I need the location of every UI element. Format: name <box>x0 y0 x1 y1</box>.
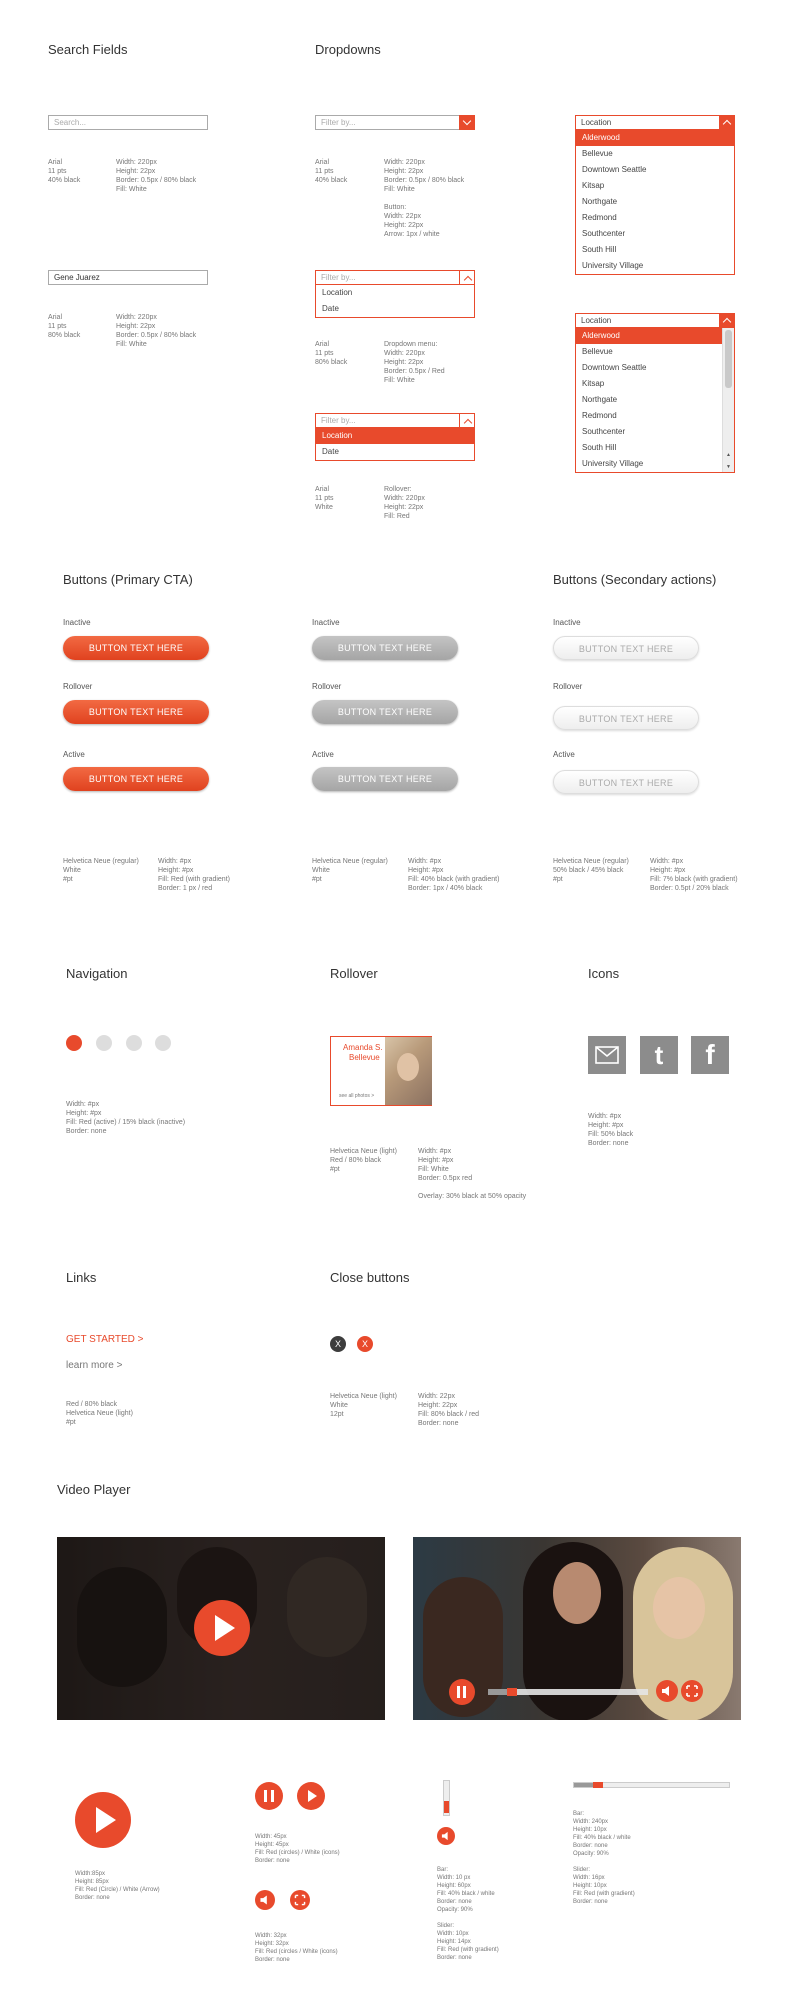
chevron-up-icon[interactable] <box>719 115 735 130</box>
location-dropdown[interactable] <box>575 115 735 275</box>
progress-fill <box>488 1689 507 1695</box>
progress-slider[interactable] <box>593 1782 603 1788</box>
close-button-dark[interactable]: X <box>330 1336 346 1352</box>
play-spec: Width:85px Height: 85px Fill: Red (Circle) / White (Arrow) Border: none <box>75 1871 160 1901</box>
dropdown-option-location[interactable]: Location <box>316 428 474 444</box>
state-label-rollover: Rollover <box>553 682 583 691</box>
close-spec-dims: Width: 22px Height: 22px Fill: 80% black / red Border: none <box>418 1393 480 1427</box>
location-list <box>575 328 735 473</box>
small-controls-spec: Width: 32px Height: 32px Fill: Red (circles / White (icons) Border: none <box>255 1933 338 1963</box>
secondary-spec-dims: Width: #px Height: #px Fill: 7% black (with gradient) Border: 0.5pt / 20% black <box>650 858 738 892</box>
dropdown-spec-font: Arial 11 pts 40% black <box>315 159 348 184</box>
nav-dot[interactable] <box>96 1035 112 1051</box>
get-started-link[interactable]: GET STARTED > <box>66 1334 144 1345</box>
location-header-label: Location <box>581 316 612 325</box>
rollover-name: Amanda S. <box>343 1043 383 1052</box>
secondary-buttons-heading: Buttons (Secondary actions) <box>553 572 717 587</box>
dropdown-menu-spec-font: Arial 11 pts 80% black <box>315 341 348 366</box>
volume-bar-vertical[interactable] <box>443 1780 450 1816</box>
dropdown-spec-dims: Width: 220px Height: 22px Border: 0.5px / 80% black Fill: White Button: Width: 22px Height: 22px Arrow: 1px / white <box>384 159 465 238</box>
play-icon <box>308 1790 317 1802</box>
location-header-label: Location <box>581 118 612 127</box>
horizontal-bar-spec: Bar: Width: 240px Height: 10px Fill: 40% black / white Border: none Opacity: 90% Slider: Width: 16px Height: 10px Fill: Red (with gradient) Border: none <box>573 1811 635 1905</box>
location-option[interactable]: Redmond <box>582 213 617 222</box>
pause-icon <box>463 1686 466 1698</box>
dropdown-rollover[interactable] <box>315 413 475 461</box>
play-button-spec[interactable] <box>297 1782 325 1810</box>
state-label-rollover: Rollover <box>312 682 342 691</box>
pause-button[interactable] <box>449 1679 475 1705</box>
location-option[interactable]: University Village <box>582 459 644 468</box>
chevron-up-icon[interactable] <box>459 270 475 285</box>
video-frame-paused[interactable] <box>57 1537 385 1720</box>
location-option[interactable]: Bellevue <box>582 149 613 158</box>
rollover-spec-font: Helvetica Neue (light) Red / 80% black #pt <box>330 1148 397 1173</box>
dropdown-menu-spec-dims: Dropdown menu: Width: 220px Height: 22px Border: 0.5px / Red Fill: White <box>384 341 445 384</box>
location-header[interactable] <box>575 313 735 328</box>
primary-button-inactive[interactable]: BUTTON TEXT HERE <box>63 636 209 660</box>
dropdown-placeholder: Filter by... <box>321 273 356 282</box>
speaker-icon <box>255 1890 275 1910</box>
fullscreen-button-spec[interactable] <box>290 1890 310 1910</box>
dropdown-option-date[interactable]: Date <box>322 447 339 456</box>
nav-dot-active[interactable] <box>66 1035 82 1051</box>
rollover-card[interactable] <box>330 1036 432 1106</box>
fullscreen-icon <box>290 1890 310 1910</box>
dropdown-closed[interactable] <box>315 115 475 130</box>
video-frame-playing[interactable] <box>413 1537 741 1720</box>
search-fields-heading: Search Fields <box>48 42 128 57</box>
learn-more-link[interactable]: learn more > <box>66 1360 123 1371</box>
location-option[interactable]: Downtown Seattle <box>582 363 647 372</box>
state-label-inactive: Inactive <box>312 618 340 627</box>
location-option[interactable]: Northgate <box>582 197 618 206</box>
location-option[interactable]: Downtown Seattle <box>582 165 647 174</box>
scrollbar[interactable] <box>722 328 734 472</box>
pause-icon <box>457 1686 460 1698</box>
close-buttons-heading: Close buttons <box>330 1270 410 1285</box>
search-input[interactable]: Search... <box>48 115 208 130</box>
location-option[interactable]: Kitsap <box>582 181 605 190</box>
search-spec-font: Arial 11 pts 40% black <box>48 159 81 184</box>
location-option[interactable]: South Hill <box>582 443 617 452</box>
chevron-up-icon[interactable] <box>459 413 475 428</box>
controls-spec: Width: 45px Height: 45px Fill: Red (circles) / White (icons) Border: none <box>255 1834 340 1864</box>
navigation-heading: Navigation <box>66 966 128 981</box>
dropdowns-heading: Dropdowns <box>315 42 381 57</box>
chevron-down-icon[interactable] <box>459 115 475 130</box>
location-option[interactable]: Bellevue <box>582 347 613 356</box>
state-label-rollover: Rollover <box>63 682 93 691</box>
secondary-button-active[interactable]: BUTTON TEXT HERE <box>553 770 699 794</box>
state-label-active: Active <box>312 750 334 759</box>
video-face-shape <box>653 1577 705 1639</box>
play-icon <box>215 1615 235 1641</box>
location-list <box>575 130 735 275</box>
scroll-down-arrow-icon[interactable]: ▼ <box>726 464 731 470</box>
speaker-icon <box>437 1827 455 1845</box>
secondary-button-rollover[interactable]: BUTTON TEXT HERE <box>553 706 699 730</box>
close-spec-font: Helvetica Neue (light) White 12pt <box>330 1393 397 1418</box>
location-option[interactable]: Kitsap <box>582 379 605 388</box>
video-player-heading: Video Player <box>57 1482 131 1497</box>
dropdown-open[interactable] <box>315 270 475 318</box>
progress-slider[interactable] <box>507 1688 517 1696</box>
scrollbar-thumb[interactable] <box>725 330 732 388</box>
grey-spec-font: Helvetica Neue (regular) White #pt <box>312 858 388 883</box>
dropdown-placeholder: Filter by... <box>321 416 356 425</box>
location-option[interactable]: Southcenter <box>582 427 626 436</box>
grey-spec-dims: Width: #px Height: #px Fill: 40% black (with gradient) Border: 1px / 40% black <box>408 858 500 892</box>
primary-button-rollover[interactable]: BUTTON TEXT HERE <box>63 700 209 724</box>
see-all-photos-link[interactable]: see all photos > <box>339 1093 375 1099</box>
location-option[interactable]: Redmond <box>582 411 617 420</box>
search-spec-dims: Width: 220px Height: 22px Border: 0.5px / 80% black Fill: White <box>116 159 197 193</box>
location-option[interactable]: Alderwood <box>576 328 722 344</box>
search-filled-spec-font: Arial 11 pts 80% black <box>48 314 81 339</box>
primary-spec-dims: Width: #px Height: #px Fill: Red (with gradient) Border: 1 px / red <box>158 858 230 892</box>
dropdown-input[interactable] <box>315 270 475 285</box>
mail-icon[interactable] <box>588 1036 626 1074</box>
play-button[interactable] <box>194 1600 250 1656</box>
video-face-shape <box>553 1562 601 1624</box>
grey-button-inactive[interactable]: BUTTON TEXT HERE <box>312 636 458 660</box>
location-option[interactable]: South Hill <box>582 245 617 254</box>
rollover-spec-dims: Width: #px Height: #px Fill: White Border: 0.5px red Overlay: 30% black at 50% opacity <box>418 1148 527 1200</box>
profile-photo <box>385 1037 432 1105</box>
location-option[interactable]: Southcenter <box>582 229 626 238</box>
icons-heading: Icons <box>588 966 620 981</box>
volume-slider[interactable] <box>444 1801 449 1813</box>
links-heading: Links <box>66 1270 97 1285</box>
play-icon <box>96 1807 116 1833</box>
location-dropdown-scroll[interactable] <box>575 313 735 473</box>
grey-button-rollover[interactable]: BUTTON TEXT HERE <box>312 700 458 724</box>
nav-dot[interactable] <box>126 1035 142 1051</box>
location-header[interactable] <box>575 115 735 130</box>
close-button-red[interactable]: X <box>357 1336 373 1352</box>
face-shape <box>397 1053 419 1081</box>
primary-spec-font: Helvetica Neue (regular) White #pt <box>63 858 139 883</box>
pause-button-spec[interactable] <box>255 1782 283 1810</box>
primary-button-active[interactable]: BUTTON TEXT HERE <box>63 767 209 791</box>
state-label-inactive: Inactive <box>553 618 581 627</box>
large-play-button[interactable] <box>75 1792 131 1848</box>
vertical-bar-spec: Bar: Width: 10 px Height: 60px Fill: 40% black / white Border: none Opacity: 90% Slider: Width: 10px Height: 14px Fill: Red (with gradient) Border: none <box>437 1867 499 1961</box>
volume-button-spec[interactable] <box>255 1890 275 1910</box>
dropdown-rollover-spec-dims: Rollover: Width: 220px Height: 22px Fill: Red <box>384 486 425 520</box>
progress-bar[interactable] <box>488 1689 648 1695</box>
navigation-spec: Width: #px Height: #px Fill: Red (active) / 15% black (inactive) Border: none <box>66 1101 186 1135</box>
dropdown-rollover-spec-font: Arial 11 pts White <box>315 486 334 511</box>
icons-spec: Width: #px Height: #px Fill: 50% black Border: none <box>588 1113 634 1147</box>
dropdown-option-date[interactable]: Date <box>322 304 339 313</box>
state-label-active: Active <box>553 750 575 759</box>
volume-button-small[interactable] <box>437 1827 455 1845</box>
dropdown-placeholder: Filter by... <box>321 118 356 127</box>
volume-button[interactable] <box>656 1680 678 1702</box>
pause-icon <box>271 1790 274 1802</box>
fullscreen-button[interactable] <box>681 1680 703 1702</box>
rollover-location: Bellevue <box>349 1053 380 1062</box>
dropdown-input[interactable] <box>315 115 475 130</box>
location-option[interactable]: Northgate <box>582 395 618 404</box>
primary-buttons-heading: Buttons (Primary CTA) <box>63 572 193 587</box>
grey-button-active[interactable]: BUTTON TEXT HERE <box>312 767 458 791</box>
location-option[interactable]: University Village <box>582 261 644 270</box>
location-option[interactable]: Alderwood <box>576 130 734 146</box>
progress-fill <box>574 1783 593 1787</box>
nav-dot[interactable] <box>155 1035 171 1051</box>
secondary-spec-font: Helvetica Neue (regular) 50% black / 45% black #pt <box>553 858 629 883</box>
state-label-inactive: Inactive <box>63 618 91 627</box>
facebook-icon[interactable]: f <box>691 1036 729 1074</box>
progress-bar-spec[interactable] <box>573 1782 730 1788</box>
search-filled-spec-dims: Width: 220px Height: 22px Border: 0.5px / 80% black Fill: White <box>116 314 197 348</box>
chevron-up-icon[interactable] <box>719 313 735 328</box>
rollover-heading: Rollover <box>330 966 378 981</box>
links-spec: Red / 80% black Helvetica Neue (light) #pt <box>66 1401 133 1426</box>
fullscreen-icon <box>681 1680 703 1702</box>
twitter-icon[interactable]: t <box>640 1036 678 1074</box>
search-input-filled[interactable]: Gene Juarez <box>48 270 208 285</box>
pause-icon <box>264 1790 267 1802</box>
scroll-up-arrow-icon[interactable]: ▲ <box>726 452 731 458</box>
speaker-icon <box>656 1680 678 1702</box>
secondary-button-inactive[interactable]: BUTTON TEXT HERE <box>553 636 699 660</box>
dropdown-option-location[interactable]: Location <box>322 288 353 297</box>
dropdown-input[interactable] <box>315 413 475 428</box>
state-label-active: Active <box>63 750 85 759</box>
